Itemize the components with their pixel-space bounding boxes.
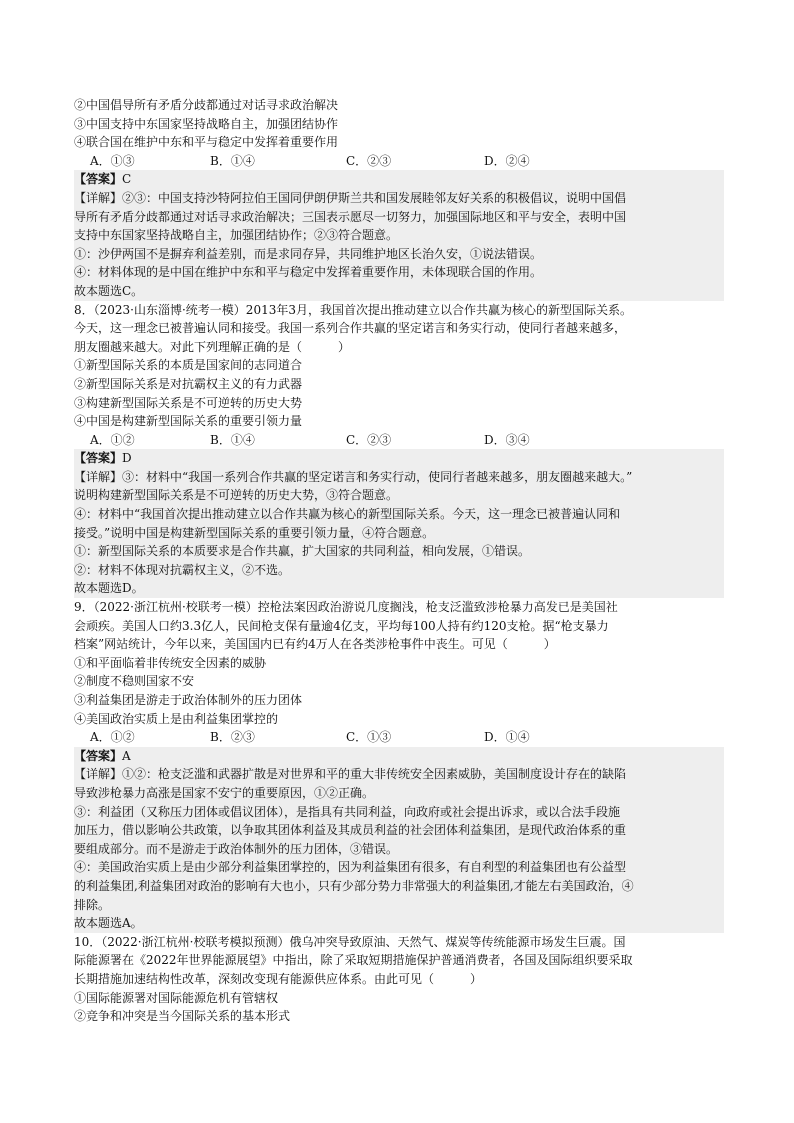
q8-stem-line: 今天，这一理念已被普遍认同和接受。我国一系列合作共赢的坚定诺言和务实行动，使同行者越来越多， <box>74 321 627 336</box>
q9-option-a: A．①② <box>90 730 135 745</box>
q8-item: ①新型国际关系的本质是国家间的志同道合 <box>74 358 303 373</box>
q9-item: ①和平面临着非传统安全因素的威胁 <box>74 655 267 670</box>
answer-label: 【答案】 <box>74 172 123 187</box>
q9-detail-line: 的利益集团,利益集团对政治的影响有大也小，只有少部分势力非常强大的利益集团,才能左右美国政治，④ <box>74 878 634 893</box>
q7-item-3: ③中国支持中东国家坚持战略自主，加强团结协作 <box>74 116 339 131</box>
q9-detail-line: 排除。 <box>74 897 111 912</box>
q7-detail-line: 【详解】②③：中国支持沙特阿拉伯王国同伊朗伊斯兰共和国发展睦邻友好关系的积极倡议，说明中国倡 <box>74 190 627 205</box>
q8-answer <box>74 449 724 468</box>
q9-item: ③利益集团是游走于政治体制外的压力团体 <box>74 693 303 707</box>
q7-options <box>74 152 724 171</box>
q7-option-b: B．①④ <box>210 153 255 168</box>
q9-detail-line: 故本题选A。 <box>74 916 143 931</box>
q9-option-c: C．①③ <box>346 730 392 745</box>
q9-stem-line: 9．（2022·浙江杭州·校联考一模）控枪法案因政治游说几度搁浅，枪支泛滥致涉枪暴力高发已是美国社 <box>74 600 618 615</box>
q9-detail-line: 加压力，借以影响公共政策，以争取其团体利益及其成员利益的社会团体利益集团，是现代政治体系的重 <box>74 823 627 838</box>
q8-item: ④中国是构建新型国际关系的重要引领力量 <box>74 414 303 429</box>
q8-answer-value: D <box>122 451 132 466</box>
page-content <box>74 96 724 1026</box>
answer-label: 【答案】 <box>74 748 123 763</box>
q8-detail-line: 接受。”说明中国是构建新型国际关系的重要引领力量，④符合题意。 <box>74 525 435 540</box>
q8-stem-line: 朋友圈越来越大。对此下列理解正确的是（ ） <box>74 339 351 354</box>
q10-stem-line: 长期措施加速结构性改革，深刻改变现有能源供应体系。由此可见（ ） <box>74 971 483 986</box>
q9-detail-line: 【详解】①②：枪支泛滥和武器扩散是对世界和平的重大非传统安全因素威胁，美国制度设计存在的缺陷 <box>74 767 627 782</box>
q8-stem-line: 8．（2023·山东淄博·统考一模）2013年3月，我国首次提出推动建立以合作共赢为核心的新型国际关系。 <box>74 302 632 317</box>
q10-stem-line: 10．（2022·浙江杭州·校联考模拟预测）俄乌冲突导致原油、天然气、煤炭等传统能源市场发生巨震。国 <box>74 934 626 949</box>
q7-detail-line: 导所有矛盾分歧都通过对话寻求政治解决；三国表示愿尽一切努力，加强国际地区和平与安全，表明中国 <box>74 209 627 224</box>
q7-answer-value: C <box>122 172 132 187</box>
q8-item: ③构建新型国际关系是不可逆转的历史大势 <box>74 395 303 410</box>
q7-option-a: A．①③ <box>90 153 135 168</box>
q9-stem-line: 会顽疾。美国人口约3.3亿人，民间枪支保有量逾4亿支，平均每100人持有约120支枪。据“枪支暴力 <box>74 618 609 633</box>
q9-option-d: D．①④ <box>484 730 530 745</box>
q7-detail-line: ④：材料体现的是中国在维护中东和平与稳定中发挥着重要作用，未体现联合国的作用。 <box>74 265 543 280</box>
q9-answer <box>74 747 724 766</box>
q9-item: ②制度不稳则国家不安 <box>74 674 195 689</box>
q10-stem-line: 际能源署在《2022年世界能源展望》中指出，除了采取短期措施保护普通消费者，各国及国际组织要采取 <box>74 953 633 968</box>
q8-detail-line: ④：材料中“我国首次提出推动建立以合作共赢为核心的新型国际关系。今天，这一理念已被普遍认同和 <box>74 507 621 522</box>
q8-option-c: C．②③ <box>346 432 392 447</box>
q7-detail-line: 支持中东国家坚持战略自主，加强团结协作；②③符合题意。 <box>74 228 399 243</box>
q9-item: ④美国政治实质上是由利益集团掌控的 <box>74 711 279 726</box>
q9-detail-line: 要组成部分。而不是游走于政治体制外的压力团体，③错误。 <box>74 841 399 856</box>
q9-detail-line: ③：利益团（又称压力团体或倡议团体），是指具有共同利益，向政府或社会提出诉求，或以合法手段施 <box>74 804 621 819</box>
q8-detail-line: ①：新型国际关系的本质要求是合作共赢，扩大国家的共同利益，相向发展，①错误。 <box>74 544 531 559</box>
q9-detail-line: ④：美国政治实质上是由少部分利益集团掌控的，因为利益集团有很多，有自利型的利益集团也有公益型 <box>74 860 627 875</box>
q7-answer-block <box>74 170 724 300</box>
q8-option-a: A．①② <box>90 432 135 447</box>
q8-option-b: B．①④ <box>210 432 255 447</box>
q8-answer-block <box>74 449 724 598</box>
q9-answer-block <box>74 747 724 933</box>
q7-option-d: D．②④ <box>484 153 530 168</box>
q7-detail-line: ①：沙伊两国不是摒弃利益差别，而是求同存异，共同维护地区长治久安，①说法错误。 <box>74 246 543 261</box>
q8-detail-line: ②：材料不体现对抗霸权主义，②不选。 <box>74 562 291 577</box>
q9-answer-value: A <box>122 748 131 763</box>
q9-options <box>74 728 724 747</box>
q9-stem-line: 档案”网站统计，今年以来，美国国内已有约4万人在各类涉枪事件中丧生。可见（ ） <box>74 637 556 652</box>
q7-detail-line: 故本题选C。 <box>74 283 144 298</box>
q8-detail-line: 故本题选D。 <box>74 581 144 596</box>
q8-option-d: D．③④ <box>484 432 530 447</box>
q8-options <box>74 431 724 450</box>
q7-answer <box>74 170 724 189</box>
q7-item-2: ②中国倡导所有矛盾分歧都通过对话寻求政治解决 <box>74 98 339 112</box>
answer-label: 【答案】 <box>74 451 123 466</box>
q10-item: ①国际能源署对国际能源危机有管辖权 <box>74 990 279 1005</box>
q9-detail-line: 导致涉枪暴力高涨是国家不安宁的重要原因，①②正确。 <box>74 785 375 800</box>
q8-item: ②新型国际关系是对抗霸权主义的有力武器 <box>74 376 303 391</box>
q7-item-4: ④联合国在维护中东和平与稳定中发挥着重要作用 <box>74 135 339 150</box>
q8-detail-line: 说明构建新型国际关系是不可逆转的历史大势，③符合题意。 <box>74 488 399 503</box>
q8-detail-line: 【详解】③：材料中“我国一系列合作共赢的坚定诺言和务实行动，使同行者越来越多，朋友圈越来越大。” <box>74 469 633 484</box>
q10-item: ②竞争和冲突是当今国际关系的基本形式 <box>74 1009 291 1024</box>
q7-option-c: C．②③ <box>346 153 392 168</box>
q9-option-b: B．②③ <box>210 730 255 745</box>
